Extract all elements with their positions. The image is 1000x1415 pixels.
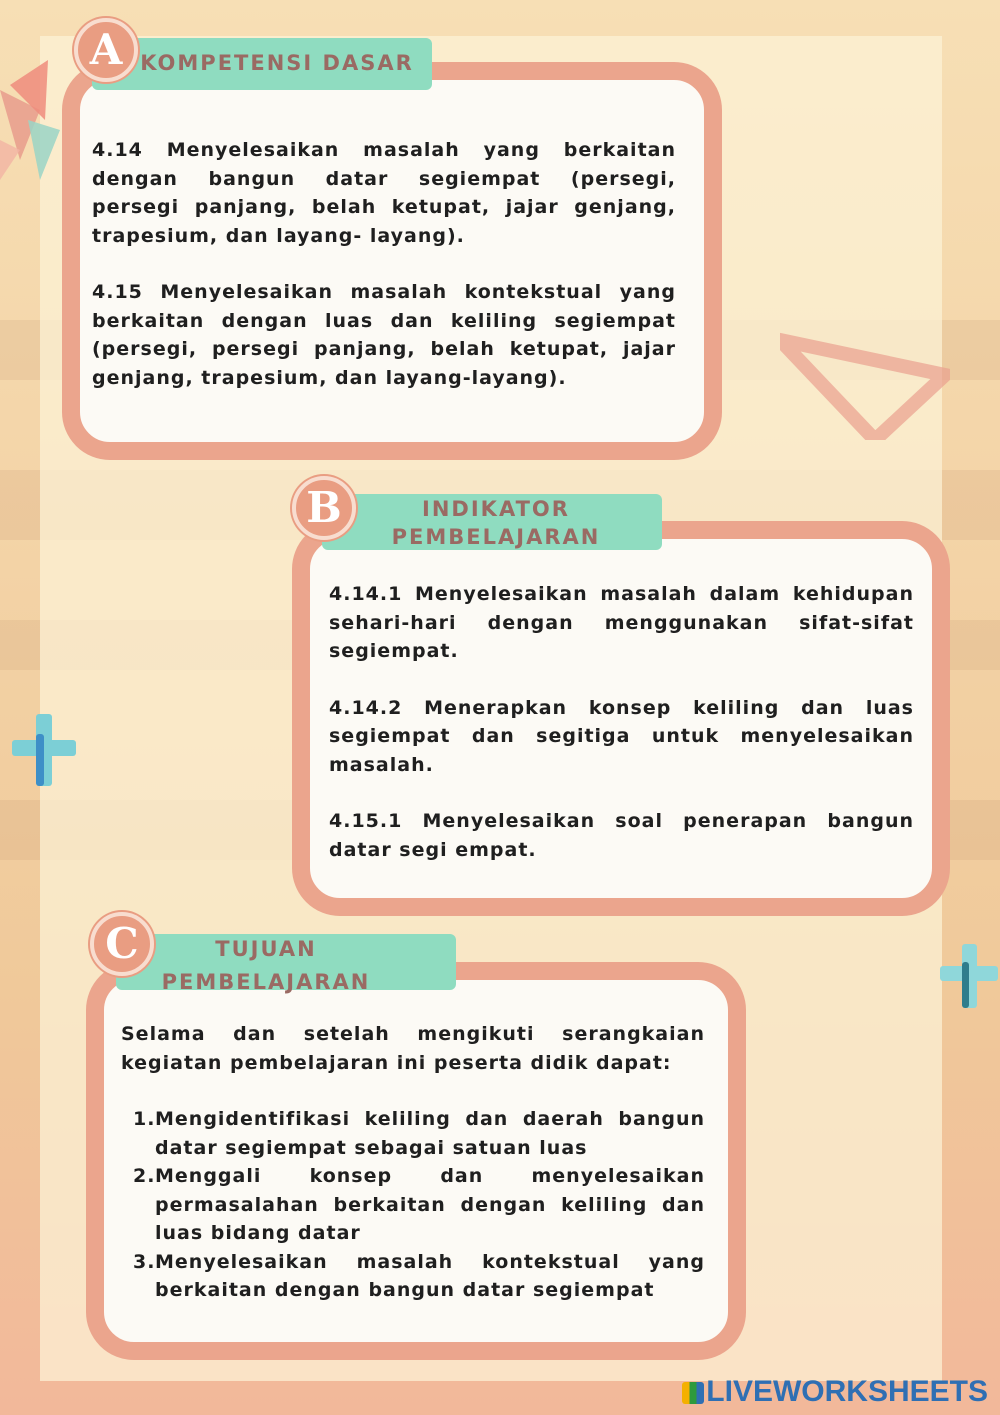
section-c-badge: C (90, 912, 154, 976)
kompetensi-dasar-text (92, 136, 676, 392)
tujuan-pembelajaran-title: TUJUAN PEMBELAJARAN (116, 934, 456, 990)
list-item: 1. Mengidentifikasi keliling dan daerah bangun datar segiempat sebagai satuan luas (133, 1108, 705, 1159)
kd-paragraph-2: 4.15 Menyelesaikan masalah kontekstual yang berkaitan dengan luas dan keliling segiempat (persegi, persegi panjang, belah ketupat, jajar genjang, trapesium, dan layang-layang). (92, 281, 676, 389)
kompetensi-dasar-title: KOMPETENSI DASAR (92, 38, 432, 90)
plus-icon (940, 944, 998, 1008)
kd-paragraph-1: 4.14 Menyelesaikan masalah yang berkaitan dengan bangun datar segiempat (persegi, persegi panjang, belah ketupat, jajar genjang, trapesium, dan layang- layang). (92, 139, 676, 247)
liveworksheets-watermark[interactable]: LIVEWORKSHEETS (682, 1375, 988, 1409)
tujuan-intro: Selama dan setelah mengikuti serangkaian kegiatan pembelajaran ini peserta didik dapat: (121, 1023, 705, 1074)
list-item: 2. Menggali konsep dan menyelesaikan permasalahan berkaitan dengan keliling dan luas bidang datar (133, 1165, 705, 1244)
section-b-badge: B (292, 476, 356, 540)
list-item: 3. Menyelesaikan masalah kontekstual yang berkaitan dengan bangun datar segiempat (133, 1250, 705, 1301)
tujuan-pembelajaran-text (121, 1020, 705, 1305)
plus-icon (12, 714, 76, 786)
indikator-pembelajaran-text (329, 580, 914, 864)
indikator-paragraph-3: 4.15.1 Menyelesaikan soal penerapan bangun datar segi empat. (329, 810, 914, 861)
triangle-ruler-icon (780, 330, 950, 440)
section-a-badge: A (74, 18, 138, 82)
indikator-pembelajaran-title: INDIKATOR PEMBELAJARAN (322, 494, 662, 550)
tujuan-list (121, 1105, 705, 1305)
indikator-paragraph-1: 4.14.1 Menyelesaikan masalah dalam kehidupan sehari-hari dengan menggunakan sifat-sifat segiempat. (329, 583, 914, 662)
indikator-paragraph-2: 4.14.2 Menerapkan konsep keliling dan luas segiempat dan segitiga untuk menyelesaikan masalah. (329, 696, 914, 776)
liveworksheets-logo-icon (682, 1382, 704, 1404)
